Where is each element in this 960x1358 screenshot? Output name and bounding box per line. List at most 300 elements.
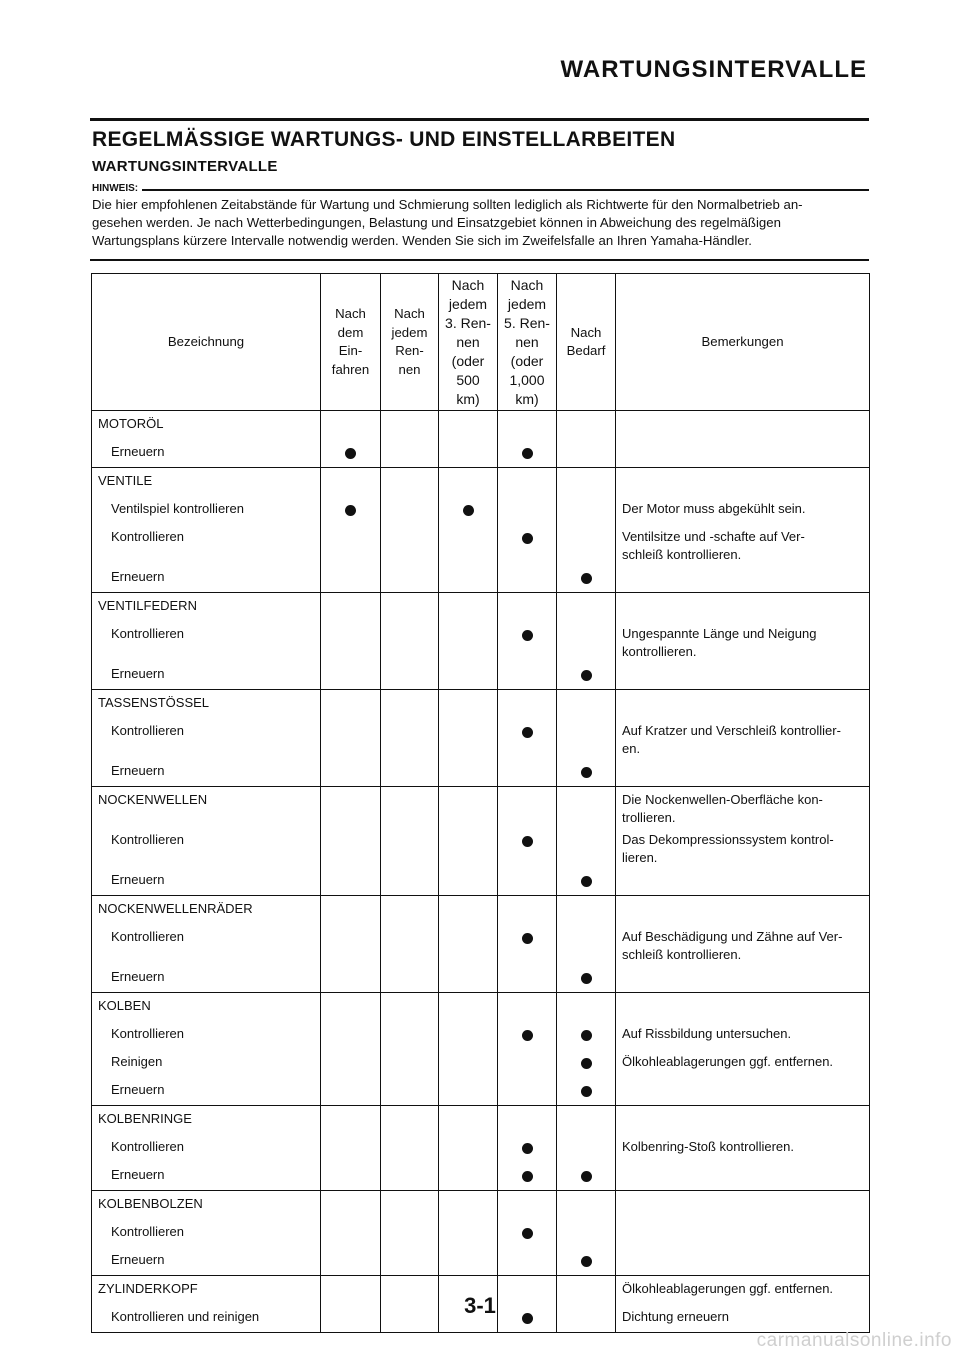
header-nach-einfahren <box>321 274 381 411</box>
bullet-mark-icon <box>581 573 592 584</box>
remark-cell: Auf Rissbildung untersuchen. <box>616 1021 870 1049</box>
remark-cell <box>616 993 870 1022</box>
interval-cell <box>439 411 498 440</box>
interval-cell <box>381 593 439 622</box>
remark-cell <box>616 867 870 896</box>
interval-cell <box>381 439 439 468</box>
interval-cell <box>439 1162 498 1191</box>
interval-cell <box>498 896 557 925</box>
header-jedem-5-rennen <box>498 274 557 411</box>
header-text-line: Bedarf <box>566 343 606 358</box>
interval-cell <box>498 411 557 440</box>
header-text-line: km) <box>515 390 539 407</box>
interval-cell <box>321 524 381 564</box>
group-name: VENTILFEDERN <box>92 593 321 622</box>
group-name: TASSENSTÖSSEL <box>92 690 321 719</box>
interval-cell <box>557 1106 616 1135</box>
note-divider <box>142 189 869 191</box>
remark-cell: Auf Kratzer und Verschleiß kontrollier- en. <box>616 718 870 758</box>
table-row <box>92 1219 870 1247</box>
interval-cell <box>381 496 439 524</box>
remark-cell <box>616 1191 870 1220</box>
interval-cell <box>498 964 557 993</box>
bullet-mark-icon <box>463 505 474 516</box>
interval-cell <box>321 690 381 719</box>
interval-cell <box>439 690 498 719</box>
interval-cell <box>439 1049 498 1077</box>
remark-cell: Ventilsitze und -schafte auf Ver- schleiß kontrollieren. <box>616 524 870 564</box>
interval-cell <box>439 718 498 758</box>
interval-cell <box>321 896 381 925</box>
group-name: NOCKENWELLEN <box>92 787 321 828</box>
table-row <box>92 661 870 690</box>
interval-cell <box>381 964 439 993</box>
interval-cell <box>321 964 381 993</box>
interval-cell <box>498 468 557 497</box>
interval-cell <box>381 827 439 867</box>
remark-cell <box>616 593 870 622</box>
header-text-line: km) <box>456 390 480 407</box>
note-text <box>92 196 869 250</box>
interval-cell <box>381 411 439 440</box>
interval-cell <box>439 896 498 925</box>
table-row <box>92 524 870 564</box>
interval-cell <box>498 524 557 564</box>
item-name: Reinigen <box>92 1049 321 1077</box>
page-number: 3-1 <box>464 1293 496 1318</box>
interval-cell <box>498 993 557 1022</box>
table-group-row <box>92 411 870 440</box>
header-nach-bedarf <box>557 274 616 411</box>
interval-cell <box>498 1077 557 1106</box>
table-body <box>92 411 870 1333</box>
section-subtitle: WARTUNGSINTERVALLE <box>92 158 278 175</box>
remark-cell <box>616 964 870 993</box>
note-block <box>92 183 869 250</box>
header-text-line: nen <box>515 333 539 350</box>
interval-cell <box>439 1106 498 1135</box>
interval-cell <box>439 564 498 593</box>
interval-cell <box>321 1049 381 1077</box>
table-row <box>92 439 870 468</box>
group-name: KOLBEN <box>92 993 321 1022</box>
interval-cell <box>498 621 557 661</box>
item-name: Kontrollieren <box>92 718 321 758</box>
interval-cell <box>557 496 616 524</box>
interval-cell <box>321 787 381 828</box>
group-name: KOLBENBOLZEN <box>92 1191 321 1220</box>
interval-cell <box>557 621 616 661</box>
bullet-mark-icon <box>581 767 592 778</box>
interval-cell <box>381 993 439 1022</box>
table-row <box>92 758 870 787</box>
remark-cell <box>616 439 870 468</box>
item-name: Erneuern <box>92 1077 321 1106</box>
interval-cell <box>381 621 439 661</box>
table-group-row <box>92 787 870 828</box>
interval-cell <box>321 924 381 964</box>
remark-cell <box>616 1077 870 1106</box>
bullet-mark-icon <box>522 1143 533 1154</box>
interval-cell <box>557 827 616 867</box>
bullet-mark-icon <box>522 836 533 847</box>
item-name: Kontrollieren <box>92 1219 321 1247</box>
group-name: KOLBENRINGE <box>92 1106 321 1135</box>
table-row <box>92 1134 870 1162</box>
interval-cell <box>381 690 439 719</box>
header-text-line: fahren <box>331 361 370 377</box>
interval-cell <box>439 1134 498 1162</box>
table-row <box>92 496 870 524</box>
interval-cell <box>381 718 439 758</box>
interval-cell <box>498 1106 557 1135</box>
interval-cell <box>439 964 498 993</box>
interval-cell <box>381 1049 439 1077</box>
bullet-mark-icon <box>581 1171 592 1182</box>
table-group-row <box>92 468 870 497</box>
interval-cell <box>557 1021 616 1049</box>
item-name: Erneuern <box>92 661 321 690</box>
interval-cell <box>321 564 381 593</box>
bullet-mark-icon <box>522 1228 533 1239</box>
interval-cell <box>381 524 439 564</box>
header-text-line: jedem <box>507 295 547 312</box>
interval-cell <box>498 1021 557 1049</box>
interval-cell <box>557 964 616 993</box>
interval-cell <box>321 1134 381 1162</box>
interval-cell <box>439 1077 498 1106</box>
table-group-row <box>92 993 870 1022</box>
bullet-mark-icon <box>581 1058 592 1069</box>
interval-cell <box>498 496 557 524</box>
interval-cell <box>321 661 381 690</box>
item-name: Erneuern <box>92 1247 321 1276</box>
interval-cell <box>321 1191 381 1220</box>
remark-cell <box>616 1247 870 1276</box>
item-name: Erneuern <box>92 1162 321 1191</box>
interval-cell <box>321 1106 381 1135</box>
interval-cell <box>498 1049 557 1077</box>
interval-cell <box>381 1134 439 1162</box>
interval-cell <box>381 1247 439 1276</box>
table-row <box>92 718 870 758</box>
header-text-line: 1,000 <box>509 371 545 388</box>
remark-cell: Ungespannte Länge und Neigung kontrollieren. <box>616 621 870 661</box>
interval-cell <box>557 690 616 719</box>
interval-cell <box>439 993 498 1022</box>
item-name: Erneuern <box>92 964 321 993</box>
header-bezeichnung <box>92 274 321 411</box>
interval-cell <box>321 718 381 758</box>
interval-cell <box>439 468 498 497</box>
note-line-2: gesehen werden. Je nach Wetterbedingungen, Belastung und Einsatzgebiet können in Abweichung des regelmäßigen <box>92 215 781 230</box>
interval-cell <box>321 867 381 896</box>
interval-cell <box>321 827 381 867</box>
watermark: carmanualsonline.info <box>756 1330 952 1351</box>
note-bottom-rule <box>90 259 869 261</box>
interval-cell <box>557 411 616 440</box>
interval-cell <box>439 661 498 690</box>
interval-cell <box>498 1191 557 1220</box>
header-text-line: jedem <box>448 295 488 312</box>
group-name: VENTILE <box>92 468 321 497</box>
bullet-mark-icon <box>522 1171 533 1182</box>
interval-cell <box>321 993 381 1022</box>
interval-cell <box>321 1247 381 1276</box>
remark-cell: Das Dekompressionssystem kontrol- lieren. <box>616 827 870 867</box>
interval-cell <box>381 468 439 497</box>
interval-cell <box>381 661 439 690</box>
item-name: Erneuern <box>92 758 321 787</box>
remark-cell: Ölkohleablagerungen ggf. entfernen. <box>616 1276 870 1305</box>
interval-cell <box>321 496 381 524</box>
interval-cell <box>381 1021 439 1049</box>
bullet-mark-icon <box>522 448 533 459</box>
header-text-line: Nach <box>570 324 602 340</box>
interval-cell <box>557 896 616 925</box>
interval-cell <box>381 924 439 964</box>
interval-cell <box>557 1247 616 1276</box>
bullet-mark-icon <box>522 630 533 641</box>
interval-cell <box>321 621 381 661</box>
header-rule <box>90 118 869 121</box>
table-row <box>92 867 870 896</box>
bullet-mark-icon <box>345 505 356 516</box>
remark-cell <box>616 1106 870 1135</box>
item-name: Kontrollieren <box>92 621 321 661</box>
interval-cell <box>439 593 498 622</box>
table-row <box>92 564 870 593</box>
interval-cell <box>498 1219 557 1247</box>
note-line-3: Wartungsplans kürzere Intervalle notwendig werden. Wenden Sie sich im Zweifelsfalle an Ihren Yamaha-Händler. <box>92 233 752 248</box>
interval-cell <box>439 1219 498 1247</box>
header-jedem-3-rennen <box>439 274 498 411</box>
group-name: NOCKENWELLENRÄDER <box>92 896 321 925</box>
interval-cell <box>557 1162 616 1191</box>
interval-cell <box>439 1247 498 1276</box>
header-bemerkungen <box>616 274 870 411</box>
note-label: HINWEIS: <box>92 183 139 194</box>
header-text-line: Nach <box>451 276 485 293</box>
interval-cell <box>557 1191 616 1220</box>
remark-cell: Dichtung erneuern <box>616 1304 870 1333</box>
table-group-row <box>92 1191 870 1220</box>
interval-cell <box>557 593 616 622</box>
interval-cell <box>557 439 616 468</box>
item-name: Kontrollieren und reinigen <box>92 1304 321 1333</box>
remark-cell: Auf Beschädigung und Zähne auf Ver- schleiß kontrollieren. <box>616 924 870 964</box>
bullet-mark-icon <box>522 933 533 944</box>
remark-cell <box>616 564 870 593</box>
item-name: Kontrollieren <box>92 1134 321 1162</box>
interval-cell <box>498 690 557 719</box>
header-text-line: Nach <box>335 306 366 321</box>
interval-cell <box>498 1162 557 1191</box>
interval-cell <box>557 1219 616 1247</box>
note-line-1: Die hier empfohlenen Zeitabstände für Wartung und Schmierung sollten lediglich als Richtwerte für den Normalbetrieb an- <box>92 197 803 212</box>
interval-cell <box>381 896 439 925</box>
table-row <box>92 1077 870 1106</box>
bullet-mark-icon <box>581 876 592 887</box>
bullet-mark-icon <box>345 448 356 459</box>
note-header <box>92 183 869 194</box>
remark-cell <box>616 690 870 719</box>
table-row <box>92 1021 870 1049</box>
header-text-line: 500 <box>456 371 480 388</box>
interval-cell <box>557 564 616 593</box>
interval-cell <box>439 496 498 524</box>
interval-cell <box>498 593 557 622</box>
remark-cell <box>616 411 870 440</box>
interval-cell <box>498 758 557 787</box>
interval-cell <box>439 1191 498 1220</box>
table-row <box>92 964 870 993</box>
remark-cell: Die Nockenwellen-Oberfläche kon- trollieren. <box>616 787 870 828</box>
item-name: Kontrollieren <box>92 524 321 564</box>
header-text-line: Bezeichnung <box>167 334 245 349</box>
interval-cell <box>439 924 498 964</box>
interval-cell <box>439 758 498 787</box>
interval-cell <box>498 1134 557 1162</box>
table-group-row <box>92 896 870 925</box>
interval-cell <box>321 1219 381 1247</box>
interval-cell <box>498 867 557 896</box>
interval-cell <box>498 924 557 964</box>
interval-cell <box>439 524 498 564</box>
item-name: Kontrollieren <box>92 924 321 964</box>
header-text-line: Nach <box>510 276 544 293</box>
table-row <box>92 1049 870 1077</box>
item-name: Kontrollieren <box>92 827 321 867</box>
interval-cell <box>498 827 557 867</box>
interval-cell <box>498 787 557 828</box>
interval-cell <box>557 867 616 896</box>
remark-cell <box>616 896 870 925</box>
bullet-mark-icon <box>581 670 592 681</box>
interval-cell <box>321 1021 381 1049</box>
interval-cell <box>498 661 557 690</box>
remark-cell: Kolbenring-Stoß kontrollieren. <box>616 1134 870 1162</box>
interval-cell <box>381 1219 439 1247</box>
bullet-mark-icon <box>581 1086 592 1097</box>
interval-cell <box>381 1106 439 1135</box>
bullet-mark-icon <box>581 1030 592 1041</box>
bullet-mark-icon <box>581 1256 592 1267</box>
interval-cell <box>381 564 439 593</box>
remark-cell: Der Motor muss abgekühlt sein. <box>616 496 870 524</box>
header-text-line: 3. Ren- <box>445 314 491 331</box>
interval-cell <box>321 758 381 787</box>
page-header-title: WARTUNGSINTERVALLE <box>560 56 867 83</box>
interval-cell <box>321 1162 381 1191</box>
interval-cell <box>498 564 557 593</box>
group-name: ZYLINDERKOPF <box>92 1276 321 1305</box>
interval-cell <box>381 867 439 896</box>
item-name: Kontrollieren <box>92 1021 321 1049</box>
section-title: REGELMÄSSIGE WARTUNGS- UND EINSTELLARBEITEN <box>92 128 676 151</box>
interval-cell <box>321 468 381 497</box>
remark-cell <box>616 1162 870 1191</box>
table-row <box>92 1247 870 1276</box>
interval-cell <box>557 1077 616 1106</box>
interval-cell <box>381 1077 439 1106</box>
header-text-line: nen <box>456 333 480 350</box>
header-text-line: Bemerkungen <box>701 333 784 349</box>
table-row <box>92 1162 870 1191</box>
interval-cell <box>321 593 381 622</box>
interval-cell <box>498 439 557 468</box>
table-group-row <box>92 593 870 622</box>
header-text-line: dem <box>337 324 364 340</box>
interval-cell <box>381 758 439 787</box>
table-row <box>92 924 870 964</box>
table-group-row <box>92 690 870 719</box>
bullet-mark-icon <box>522 1030 533 1041</box>
interval-cell <box>557 993 616 1022</box>
interval-cell <box>321 439 381 468</box>
interval-cell <box>557 787 616 828</box>
header-text-line: (oder <box>451 352 485 369</box>
header-text-line: Ren- <box>395 343 424 358</box>
interval-cell <box>557 758 616 787</box>
interval-cell <box>557 524 616 564</box>
item-name: Erneuern <box>92 439 321 468</box>
interval-cell <box>557 661 616 690</box>
interval-cell <box>439 787 498 828</box>
remark-cell <box>616 661 870 690</box>
header-jedem-rennen <box>381 274 439 411</box>
table-header-row <box>92 274 870 411</box>
item-name: Erneuern <box>92 564 321 593</box>
interval-cell <box>498 718 557 758</box>
header-text-line: nen <box>398 361 421 377</box>
remark-cell <box>616 468 870 497</box>
remark-cell: Ölkohleablagerungen ggf. entfernen. <box>616 1049 870 1077</box>
interval-cell <box>557 924 616 964</box>
interval-cell <box>557 1134 616 1162</box>
interval-cell <box>557 468 616 497</box>
interval-cell <box>321 411 381 440</box>
header-text-line: Nach <box>394 306 425 321</box>
item-name: Ventilspiel kontrollieren <box>92 496 321 524</box>
interval-cell <box>557 718 616 758</box>
interval-cell <box>439 867 498 896</box>
item-name: Erneuern <box>92 867 321 896</box>
interval-cell <box>381 787 439 828</box>
group-name: MOTORÖL <box>92 411 321 440</box>
interval-cell <box>321 1077 381 1106</box>
interval-cell <box>439 439 498 468</box>
header-text-line: 5. Ren- <box>504 314 550 331</box>
bullet-mark-icon <box>522 533 533 544</box>
table-group-row <box>92 1106 870 1135</box>
header-text-line: (oder <box>510 352 544 369</box>
interval-cell <box>439 1021 498 1049</box>
table-row <box>92 621 870 661</box>
interval-cell <box>439 827 498 867</box>
interval-cell <box>498 1247 557 1276</box>
header-text-line: jedem <box>391 324 428 340</box>
interval-cell <box>381 1162 439 1191</box>
bullet-mark-icon <box>522 727 533 738</box>
maintenance-table <box>91 273 870 1333</box>
table-row <box>92 827 870 867</box>
remark-cell <box>616 1219 870 1247</box>
remark-cell <box>616 758 870 787</box>
header-text-line: Ein- <box>338 343 363 358</box>
interval-cell <box>557 1049 616 1077</box>
interval-cell <box>439 621 498 661</box>
